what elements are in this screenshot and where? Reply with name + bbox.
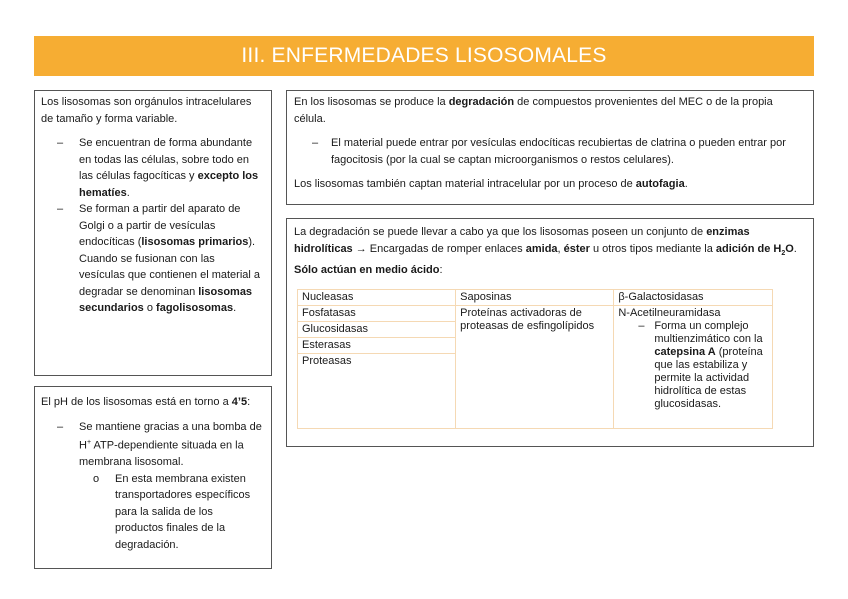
table-row (298, 290, 773, 306)
list-item: – Se forman a partir del aparato de Golgi o a partir de vesículas endocíticas (lisosomas primarios). Cuando se fusionan con las vesículas que contienen el material a degradar se denominan lisosomas secundarios o fagolisosomas. (41, 201, 263, 317)
section-banner (34, 36, 814, 76)
intro-box (34, 90, 272, 376)
ph-list (41, 419, 263, 554)
section-title: III. ENFERMEDADES LISOSOMALES (241, 44, 607, 67)
table-row (298, 306, 773, 322)
table-cell-list (618, 320, 768, 411)
list-item: – Se mantiene gracias a una bomba de H+ ATP-dependiente situada en la membrana lisosomal. o En esta membrana existen transportadores específicos para la salida de los productos finales de la degradación. (41, 419, 263, 554)
list-item: – El material puede entrar por vesículas endocíticas recubiertas de clatrina o pueden entrar por fagocitosis (por la cual se captan microorganismos o restos celulares). (294, 135, 803, 168)
intro-list (41, 135, 263, 317)
table-cell: Proteasas (298, 354, 456, 429)
table-cell (614, 306, 773, 429)
list-item: – Se encuentran de forma abundante en todas las células, sobre todo en las células fagocíticas y excepto los hematíes. (41, 135, 263, 201)
autophagy-paragraph: Los lisosomas también captan material intracelular por un proceso de autofagia. (294, 178, 688, 190)
table-cell-text: N-Acetilneuramidasa (618, 307, 721, 319)
table-cell: Proteínas activadoras de proteasas de esfingolípidos (456, 306, 614, 429)
table-cell: Nucleasas (298, 290, 456, 306)
ph-box (34, 386, 272, 569)
degradation-paragraph: En los lisosomas se produce la degradación de compuestos provenientes del MEC o de la propia célula. (294, 96, 773, 125)
enzymes-box (286, 218, 814, 447)
ph-sublist (79, 471, 263, 554)
enzymes-table (297, 289, 773, 429)
table-cell: Glucosidasas (298, 322, 456, 338)
degradation-box (286, 90, 814, 205)
intro-paragraph: Los lisosomas son orgánulos intracelulares de tamaño y forma variable. (41, 96, 252, 125)
ph-paragraph: El pH de los lisosomas está en torno a 4’5: (41, 396, 251, 408)
table-cell: β-Galactosidasas (614, 290, 773, 306)
table-cell: Saposinas (456, 290, 614, 306)
table-cell: Esterasas (298, 338, 456, 354)
table-cell: Fosfatasas (298, 306, 456, 322)
enzymes-paragraph: La degradación se puede llevar a cabo ya que los lisosomas poseen un conjunto de enzimas hidrolíticas → Encargadas de romper enlaces amida, éster u otros tipos mediante la adición de $H_2O$. Sólo actúan en medio ácido: (294, 226, 797, 277)
degradation-list (294, 135, 803, 168)
sublist-item: o En esta membrana existen transportadores específicos para la salida de los productos finales de la degradación. (79, 471, 263, 554)
list-item: – Forma un complejo multienzimático con la catepsina A (proteína que las estabiliza y permite la actividad hidrolítica de estas glucosidasas. (618, 320, 768, 411)
